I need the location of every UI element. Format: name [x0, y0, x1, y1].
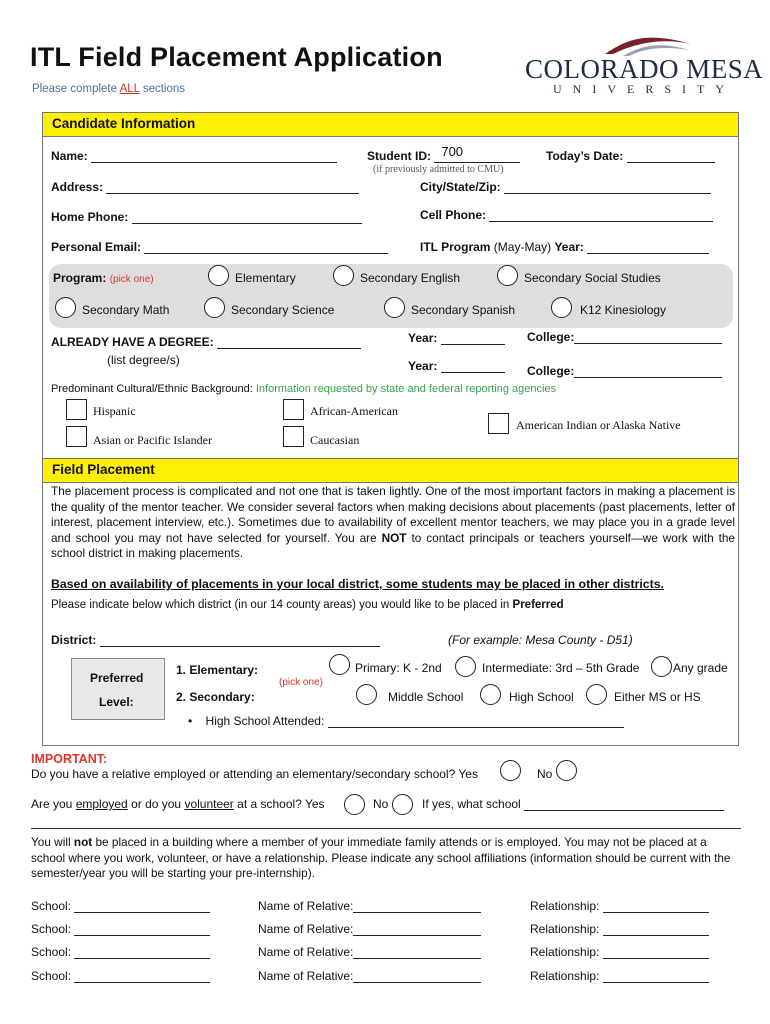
level-option-either: Either MS or HS	[614, 690, 701, 704]
degree-label: ALREADY HAVE A DEGREE:	[51, 335, 214, 349]
university-logo	[523, 30, 764, 100]
field-placement-heading: Field Placement	[43, 459, 738, 483]
address-field[interactable]	[106, 181, 359, 194]
school-field[interactable]	[74, 970, 210, 983]
level-radio-primary[interactable]	[329, 654, 350, 675]
cell-phone-field[interactable]	[489, 209, 713, 222]
school-label: School:	[31, 969, 72, 983]
year-label-2: Year:	[408, 359, 438, 373]
bullet-icon: •	[188, 714, 193, 728]
placement-paragraph-not: NOT	[381, 530, 407, 545]
school-label: School:	[31, 899, 72, 913]
level-radio-either[interactable]	[586, 684, 607, 705]
background-row	[51, 383, 556, 395]
placement-paragraph	[51, 484, 735, 562]
school-row-2	[31, 922, 210, 936]
hs-attended-field[interactable]	[328, 715, 624, 728]
school-row-4	[31, 969, 210, 983]
cell-phone-label: Cell Phone:	[420, 208, 487, 222]
relationship-label: Relationship:	[530, 969, 600, 983]
name-row	[51, 149, 337, 163]
address-row	[51, 180, 359, 194]
background-asian-pacific: Asian or Pacific Islander	[93, 433, 212, 447]
background-checkbox-african-american[interactable]	[283, 399, 304, 420]
relative-label: Name of Relative:	[258, 899, 354, 913]
college-field-2[interactable]	[574, 365, 722, 378]
program-radio-elementary[interactable]	[208, 265, 229, 286]
availability-notice: Based on availability of placements in your local district, some students may be placed in other districts.	[51, 577, 664, 591]
level-option-primary: Primary: K - 2nd	[355, 661, 442, 675]
district-example: (For example: Mesa County - D51)	[448, 633, 633, 647]
affiliation-not: not	[73, 835, 93, 849]
college-row-1	[527, 330, 722, 344]
level-radio-middle-school[interactable]	[356, 684, 377, 705]
itl-year-label: Year:	[554, 240, 584, 254]
school-row-1	[31, 899, 210, 913]
year-label-1: Year:	[408, 331, 438, 345]
level-option-any-grade: Any grade	[673, 661, 728, 675]
program-option-k12-kinesiology: K12 Kinesiology	[580, 303, 667, 317]
year-row-1	[408, 331, 505, 345]
city-label: City/State/Zip:	[420, 180, 501, 194]
relative-field[interactable]	[353, 970, 481, 983]
background-label: Predominant Cultural/Ethnic Background:	[51, 383, 253, 395]
if-yes-row	[422, 797, 724, 811]
college-label-2: College:	[527, 364, 575, 378]
program-radio-secondary-science[interactable]	[204, 297, 225, 318]
district-row	[51, 633, 380, 647]
if-yes-label: If yes, what school	[422, 797, 521, 811]
relative-label: Name of Relative:	[258, 945, 354, 959]
level-radio-high-school[interactable]	[480, 684, 501, 705]
city-field[interactable]	[504, 181, 711, 194]
relative-row-2	[258, 922, 481, 936]
page-title: ITL Field Placement Application	[30, 42, 443, 72]
hs-attended-label: High School Attended:	[205, 714, 325, 728]
home-phone-field[interactable]	[132, 211, 362, 224]
address-label: Address:	[51, 180, 104, 194]
relative-field[interactable]	[353, 923, 481, 936]
degree-row	[51, 335, 361, 349]
background-hispanic: Hispanic	[93, 404, 136, 418]
if-yes-school-field[interactable]	[524, 798, 724, 811]
program-radio-secondary-social-studies[interactable]	[497, 265, 518, 286]
relationship-row-1	[530, 899, 709, 913]
relationship-field[interactable]	[603, 900, 709, 913]
itl-year-row	[420, 240, 709, 254]
logo-wordmark: COLORADO MESA	[525, 54, 764, 84]
background-caucasian: Caucasian	[310, 433, 360, 447]
year-row-2	[408, 359, 505, 373]
subtitle-all: ALL	[119, 83, 140, 95]
background-checkbox-caucasian[interactable]	[283, 426, 304, 447]
employed-question	[31, 797, 325, 811]
relationship-row-4	[530, 969, 709, 983]
district-field[interactable]	[100, 634, 380, 647]
affiliation-paragraph	[31, 835, 741, 882]
level-option-middle-school: Middle School	[388, 690, 464, 704]
program-radio-secondary-english[interactable]	[333, 265, 354, 286]
email-field[interactable]	[144, 241, 388, 254]
candidate-information-heading: Candidate Information	[43, 113, 738, 137]
year-field-2[interactable]	[441, 360, 505, 373]
relationship-label: Relationship:	[530, 945, 600, 959]
email-row	[51, 240, 388, 254]
school-label: School:	[31, 922, 72, 936]
relative-label: Name of Relative:	[258, 969, 354, 983]
background-checkbox-asian-pacific[interactable]	[66, 426, 87, 447]
relationship-label: Relationship:	[530, 899, 600, 913]
student-id-note: (if previously admitted to CMU)	[373, 164, 504, 175]
school-label: School:	[31, 945, 72, 959]
student-id-row	[367, 144, 520, 163]
background-checkbox-american-indian[interactable]	[488, 413, 509, 434]
subtitle-text-end: sections	[139, 83, 186, 95]
preferred-level-box	[71, 658, 165, 720]
student-id-field[interactable]	[434, 144, 520, 163]
relative-row-4	[258, 969, 481, 983]
relative-field[interactable]	[353, 946, 481, 959]
relationship-row-3	[530, 945, 709, 959]
employed-yes-radio[interactable]	[344, 794, 365, 815]
relationship-field[interactable]	[603, 923, 709, 936]
volunteer-word: volunteer	[184, 797, 234, 811]
important-heading: IMPORTANT:	[31, 752, 108, 766]
program-option-secondary-math: Secondary Math	[82, 303, 170, 317]
employed-no-radio[interactable]	[392, 794, 413, 815]
program-option-secondary-spanish: Secondary Spanish	[411, 303, 516, 317]
background-american-indian: American Indian or Alaska Native	[516, 418, 681, 432]
elementary-label-text: 1. Elementary	[176, 663, 255, 677]
section-divider	[31, 828, 741, 829]
todays-date-row	[546, 149, 715, 163]
itl-year-field[interactable]	[587, 241, 709, 254]
degree-field[interactable]	[217, 336, 361, 349]
school-field[interactable]	[74, 900, 210, 913]
school-field[interactable]	[74, 946, 210, 959]
page-subtitle	[32, 83, 185, 95]
school-row-3	[31, 945, 210, 959]
relative-field[interactable]	[353, 900, 481, 913]
background-note: Information requested by state and federal reporting agencies	[255, 383, 557, 395]
affiliation-text-end: be placed in a building where a member of your immediate family attends or is employed. You may not be placed at a school where you work, volunteer, or have a relationship. Please indicate any school affiliations (information should be current with the semester/year you will be starting your pre-internship).	[31, 835, 731, 880]
city-row	[420, 180, 711, 194]
school-field[interactable]	[74, 923, 210, 936]
affiliation-text: You will	[31, 835, 74, 849]
relative-yes-radio[interactable]	[500, 760, 521, 781]
background-checkbox-hispanic[interactable]	[66, 399, 87, 420]
cell-phone-row	[420, 208, 713, 222]
secondary-label: 2. Secondary:	[176, 690, 255, 704]
college-field-1[interactable]	[574, 331, 722, 344]
student-id-value: 700	[441, 144, 464, 159]
college-row-2	[527, 364, 722, 378]
background-african-american: African-American	[310, 404, 398, 418]
logo-university: UNIVERSITY	[553, 82, 735, 96]
program-radio-k12-kinesiology[interactable]	[551, 297, 572, 318]
relative-no-label: No	[537, 767, 553, 781]
year-field-1[interactable]	[441, 332, 505, 345]
employed-q-text2: or do you	[127, 797, 185, 811]
employed-no-label: No	[373, 797, 389, 811]
todays-date-label: Today’s Date:	[546, 149, 624, 163]
program-pick-one: (pick one)	[109, 274, 154, 285]
program-option-secondary-social-studies: Secondary Social Studies	[524, 271, 661, 285]
todays-date-field[interactable]	[627, 150, 715, 163]
program-option-elementary: Elementary	[235, 271, 296, 285]
district-label: District:	[51, 633, 97, 647]
level-pick-one: (pick one)	[279, 677, 323, 688]
student-id-label: Student ID:	[367, 149, 431, 163]
level-option-high-school: High School	[509, 690, 574, 704]
relative-question: Do you have a relative employed or attending an elementary/secondary school? Yes	[31, 767, 478, 781]
district-instruction-preferred: Preferred	[512, 599, 564, 611]
itl-program-label: ITL Program	[420, 240, 491, 254]
hs-attended-row	[188, 714, 624, 728]
email-label: Personal Email:	[51, 240, 142, 254]
preferred-level-label-1: Preferred	[90, 671, 144, 685]
program-radio-secondary-spanish[interactable]	[384, 297, 405, 318]
employed-q-text1: Are you	[31, 797, 76, 811]
relative-row-3	[258, 945, 481, 959]
degree-note: (list degree/s)	[107, 353, 180, 367]
relative-row-1	[258, 899, 481, 913]
itl-program-months: (May-May)	[490, 240, 555, 254]
name-label: Name:	[51, 149, 88, 163]
relationship-field[interactable]	[603, 946, 709, 959]
employed-word: employed	[75, 797, 128, 811]
relative-no-radio[interactable]	[556, 760, 577, 781]
level-radio-any-grade[interactable]	[651, 656, 672, 677]
relative-label: Name of Relative:	[258, 922, 354, 936]
district-instruction-text: Please indicate below which district (in our 14 county areas) you would like to be placed in	[51, 599, 513, 611]
elementary-label: 1. Elementary:	[176, 663, 259, 677]
employed-q-text3: at a school? Yes	[233, 797, 325, 811]
home-phone-label: Home Phone:	[51, 210, 129, 224]
program-option-secondary-english: Secondary English	[360, 271, 461, 285]
level-radio-intermediate[interactable]	[455, 656, 476, 677]
relationship-row-2	[530, 922, 709, 936]
program-row-label	[53, 271, 154, 285]
college-label-1: College:	[527, 330, 575, 344]
subtitle-text: Please complete	[32, 83, 120, 95]
placement-paragraph-text: The placement process is complicated and not one that is taken lightly. One of the most important factors in making a placement is the quality of the mentor teacher. We consider several factors when making decisions about placements (past placements, letter of interest, placement interview, etc.). Sometimes due to availability of excellent mentor teachers, we may place you in a grade level and school you may not have selected for yourself. You are	[51, 484, 735, 545]
program-radio-secondary-math[interactable]	[55, 297, 76, 318]
program-label: Program:	[53, 271, 107, 285]
preferred-level-label-2: Level:	[99, 695, 134, 709]
district-instruction	[51, 599, 564, 611]
placement-paragraph-end: to contact principals or teachers yourself—we work with the school district in making placements.	[51, 530, 735, 560]
name-field[interactable]	[91, 150, 337, 163]
relationship-label: Relationship:	[530, 922, 600, 936]
program-option-secondary-science: Secondary Science	[231, 303, 335, 317]
relationship-field[interactable]	[603, 970, 709, 983]
level-option-intermediate: Intermediate: 3rd – 5th Grade	[482, 661, 640, 675]
home-phone-row	[51, 210, 362, 224]
